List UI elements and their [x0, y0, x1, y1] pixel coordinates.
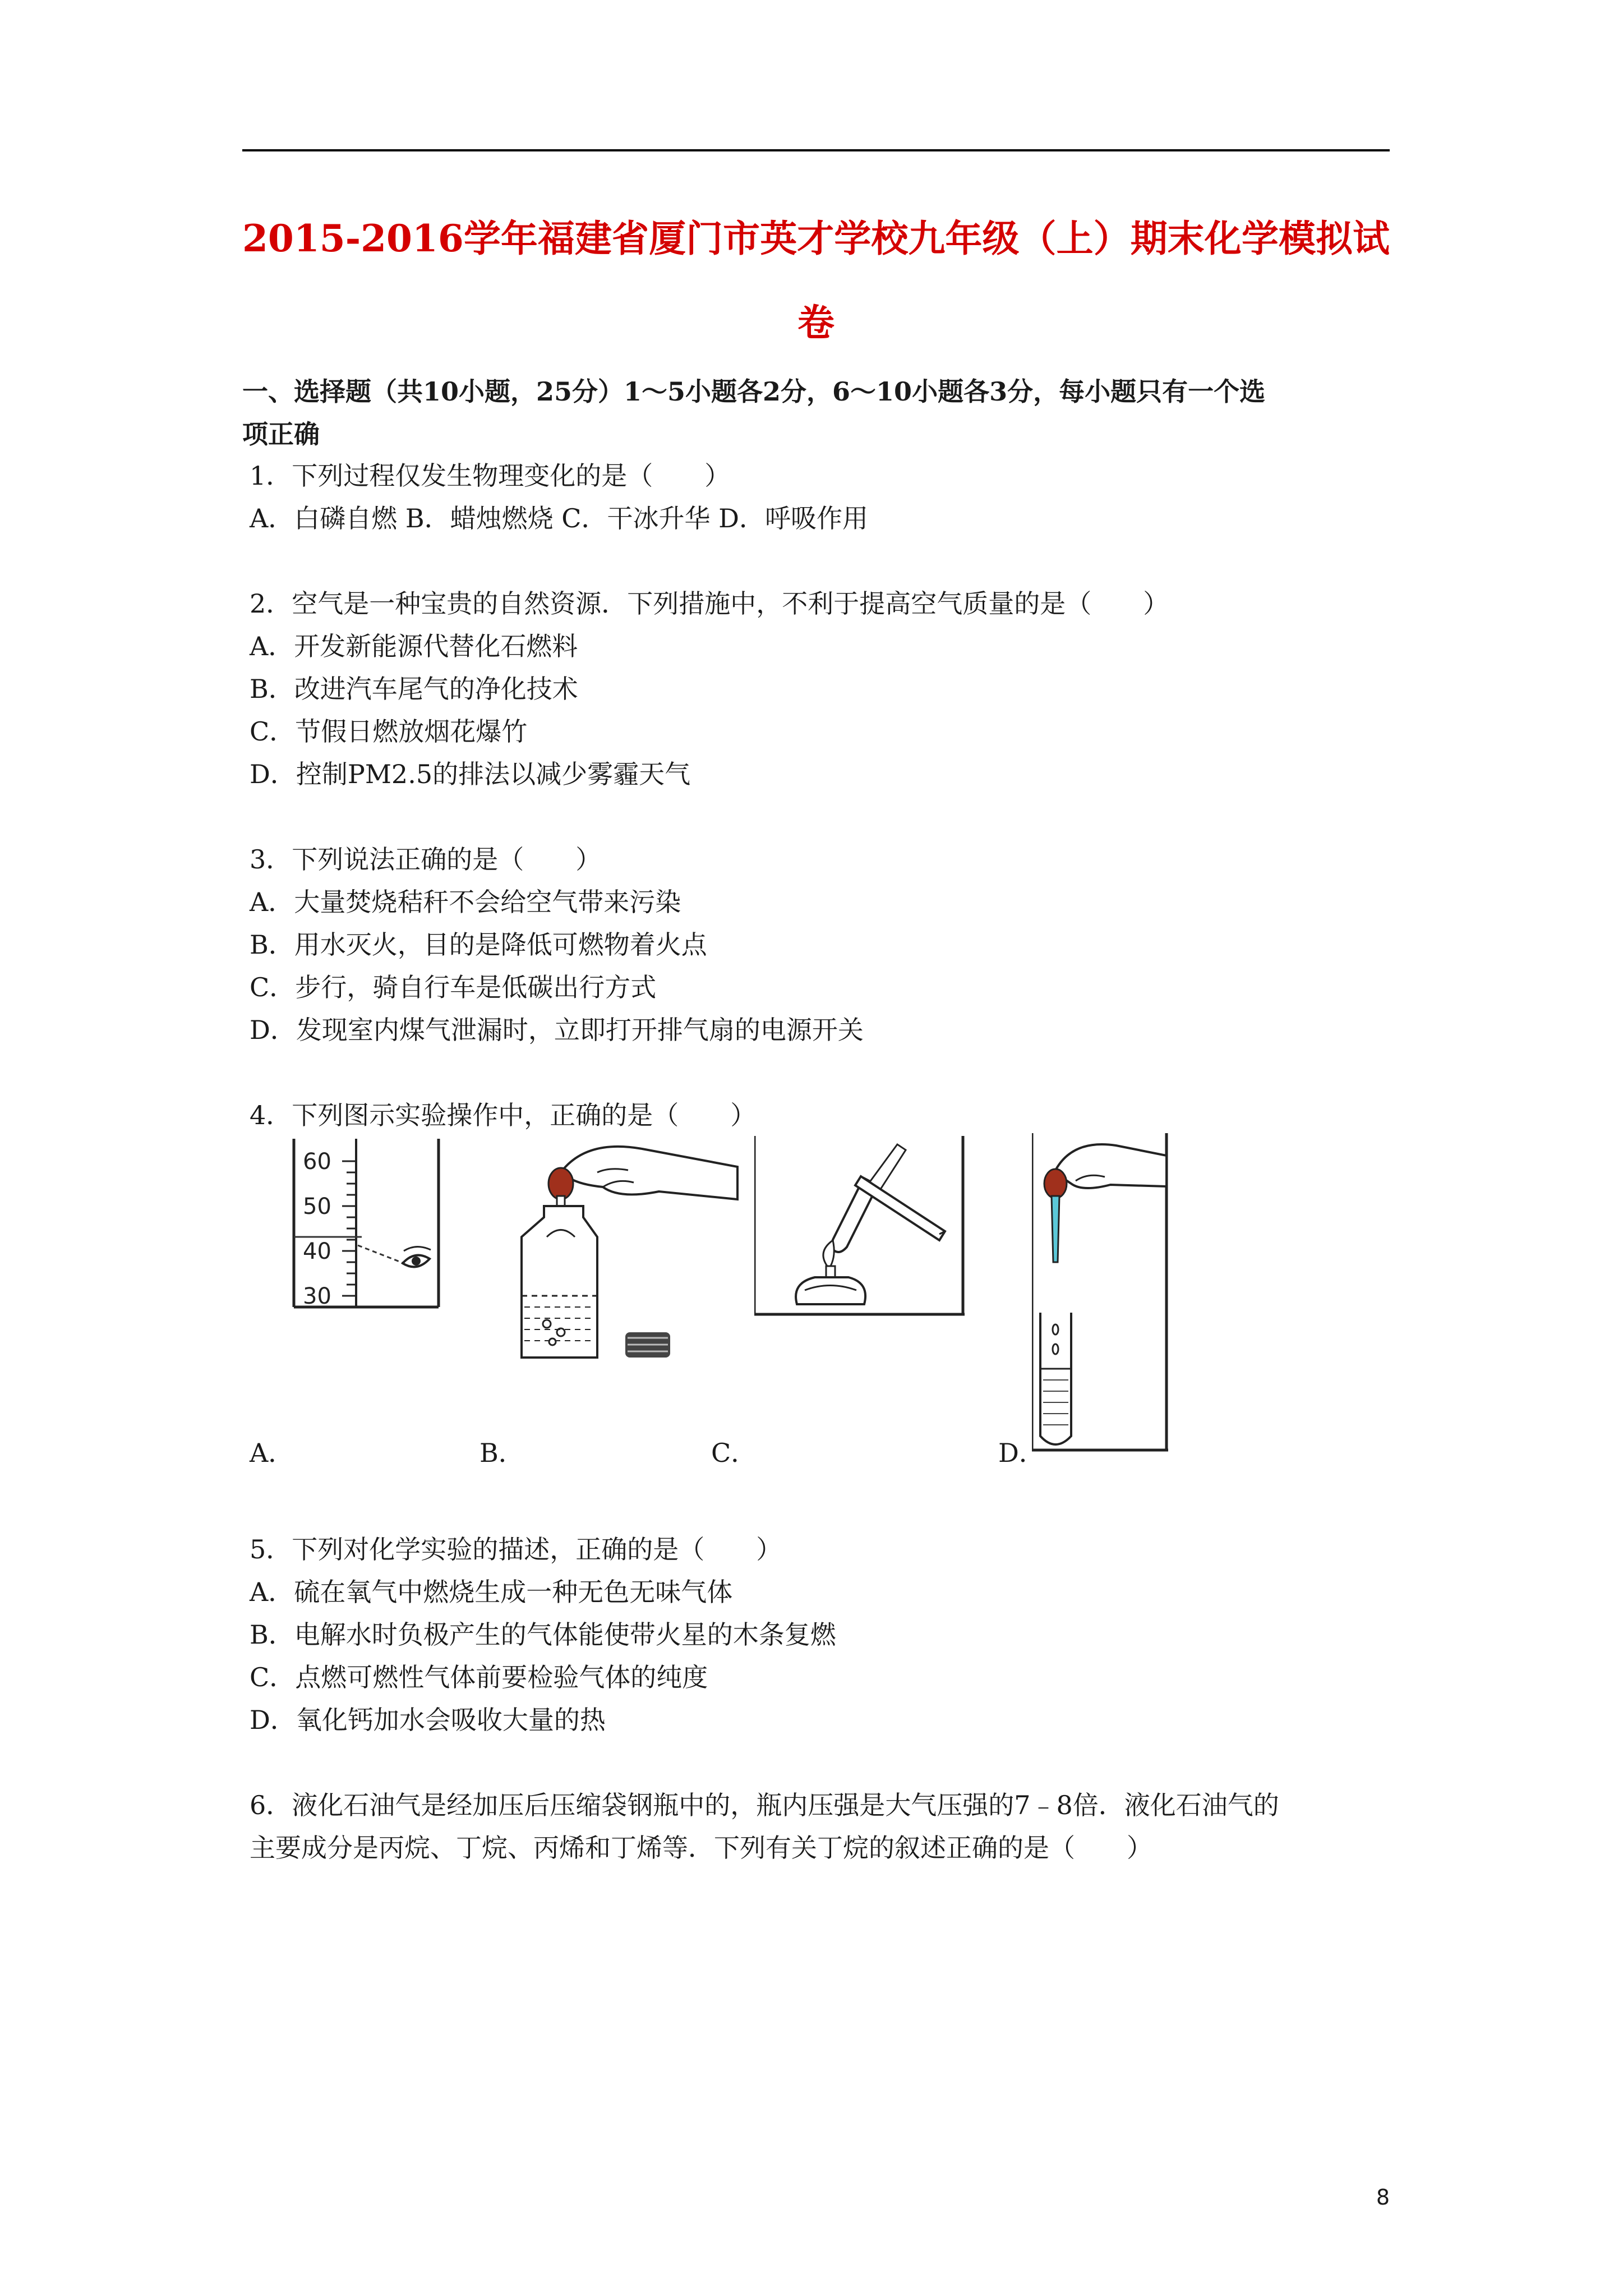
q3-option-d: D．发现室内煤气泄漏时，立即打开排气扇的电源开关: [250, 1015, 864, 1045]
q5-option-d: D．氧化钙加水会吸收大量的热: [250, 1705, 606, 1735]
figure-b-dropper-in-bottle: [513, 1133, 749, 1363]
q1-stem: 1．下列过程仅发生物理变化的是（ ）: [250, 461, 731, 491]
q2-option-b: B．改进汽车尾气的净化技术: [250, 674, 578, 704]
q5-option-b: B．电解水时负极产生的气体能使带火星的木条复燃: [250, 1619, 836, 1650]
q5-stem: 5．下列对化学实验的描述，正确的是（ ）: [250, 1534, 782, 1565]
q3-option-c: C．步行，骑自行车是低碳出行方式: [250, 972, 657, 1002]
bottle-stopper-icon: [625, 1332, 670, 1358]
cylinder-mark-40: 40: [303, 1239, 331, 1264]
cylinder-mark-30: 30: [303, 1283, 331, 1309]
q4-label-d: D．: [998, 1438, 1045, 1468]
cylinder-mark-60: 60: [303, 1149, 331, 1175]
cylinder-mark-50: 50: [303, 1194, 331, 1220]
q5-option-a: A．硫在氧气中燃烧生成一种无色无味气体: [250, 1577, 733, 1607]
figure-c-heating-test-tube: [754, 1136, 967, 1324]
section-heading-line1: 一、选择题（共10小题，25分）1～5小题各2分，6～10小题各3分，每小题只有一个选: [242, 376, 1266, 407]
q4-label-c: C．: [711, 1438, 757, 1468]
figure-d-dropper-above-tube: [1032, 1133, 1172, 1458]
q5-option-c: C．点燃可燃性气体前要检验气体的纯度: [250, 1662, 708, 1692]
q4-label-b: B．: [479, 1438, 524, 1468]
q3-option-a: A．大量焚烧秸秆不会给空气带来污染: [250, 887, 681, 917]
q4-stem: 4．下列图示实验操作中，正确的是（ ）: [250, 1100, 757, 1130]
alcohol-lamp-icon: [796, 1240, 865, 1304]
eye-icon: [403, 1246, 431, 1267]
q3-stem: 3．下列说法正确的是（ ）: [250, 844, 602, 875]
pipette-tube: [1052, 1196, 1059, 1262]
section-heading-line2: 项正确: [242, 419, 320, 449]
header-rule: [242, 149, 1390, 151]
figure-a-cylinder-reading: [292, 1139, 443, 1313]
q2-option-d: D．控制PM2.5的排法以减少雾霾天气: [250, 759, 691, 789]
page-title-line1: 2015-2016学年福建省厦门市英才学校九年级（上）期末化学模拟试: [242, 217, 1390, 260]
page-number: 8: [1376, 2185, 1390, 2210]
q4-label-a: A．: [250, 1438, 294, 1468]
q1-options: A．白磷自燃 B．蜡烛燃烧 C．干冰升华 D．呼吸作用: [250, 503, 868, 533]
pipette-bulb-icon: [548, 1168, 573, 1199]
q2-option-c: C．节假日燃放烟花爆竹: [250, 716, 528, 747]
q2-stem: 2．空气是一种宝贵的自然资源．下列措施中，不利于提高空气质量的是（ ）: [250, 588, 1169, 619]
q6-line1: 6．液化石油气是经加压后压缩袋钢瓶中的，瓶内压强是大气压强的7﹣8倍．液化石油气的: [250, 1790, 1279, 1820]
q2-option-a: A．开发新能源代替化石燃料: [250, 631, 578, 661]
pipette-bulb-icon: [1044, 1169, 1067, 1198]
q6-line2: 主要成分是丙烷、丁烷、丙烯和丁烯等．下列有关丁烷的叙述正确的是（ ）: [250, 1833, 1152, 1863]
q3-option-b: B．用水灭火，目的是降低可燃物着火点: [250, 930, 707, 960]
page-title-line2: 卷: [797, 301, 834, 344]
